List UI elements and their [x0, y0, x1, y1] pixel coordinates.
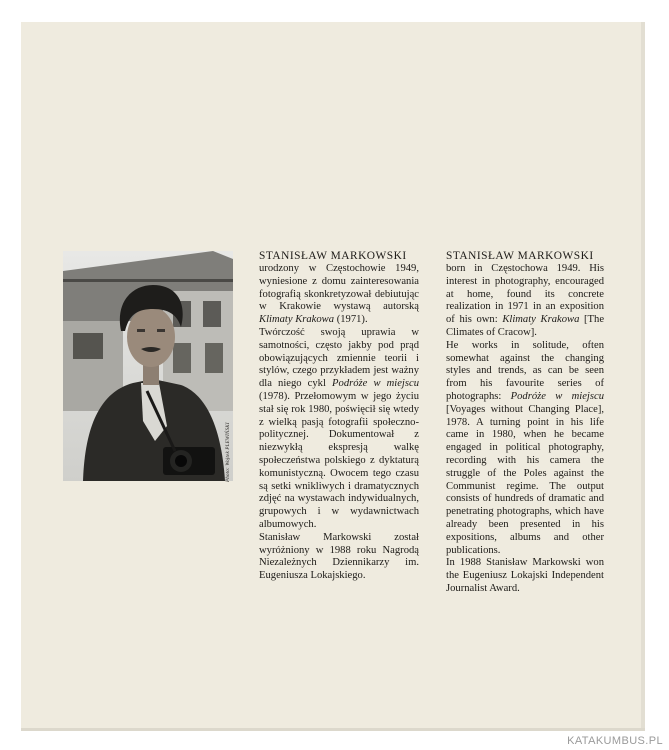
english-column [446, 249, 604, 596]
english-paragraph-3: In 1988 Stanisław Markowski won the Eugeniusz Lokajski Independent Journalist Award. [446, 557, 604, 594]
english-title-podroze: Podróże w miejscu [510, 390, 604, 402]
photo-credit: Photo: Wojtek PLEWIŃSKI [226, 422, 231, 482]
page-edge-right [641, 22, 645, 728]
polish-title-podroze: Podróże w miejscu [332, 378, 419, 390]
portrait-photo [63, 251, 233, 481]
watermark: KATAKUMBUS.PL [567, 735, 663, 747]
english-heading: STANISŁAW MARKOWSKI [446, 250, 594, 262]
page-edge-bottom [21, 728, 645, 731]
polish-paragraph-2: Twórczość swoją uprawia w samotności, często jakby pod prąd obowiązujących zmiennie teorii i stylów, czego przykładem jest ważny dla niego cykl Podróże w miejscu (1978). Przełomowym w jego życiu stał się rok 1980, poświęcił się wtedy z wielką pasją fotografii społeczno-politycznej. Dokumentował z niezwykłą ekspresją walkę społeczeństwa polskiego z dyktaturą komunistyczną. Owocem tego czasu są setki wnikliwych i dramatycznych zdjęć na wystawach indywidualnych, grupowych i w wydawnictwach albumowych. [259, 326, 419, 530]
english-paragraph-2: He works in solitude, often somewhat against the changing styles and trends, as can be seen from his favourite series of photographs: Podróże w miejscu [Voyages without Changing Place], 1978. A turning point in his life came in 1980, when he became engaged in political photography, recording with his camera the struggle of the Poles against the Communist regime. The output consists of hundreds of dramatic and penetrating photographs, which have already been presented in his expositions, albums and other publications. [446, 339, 604, 556]
polish-title-klimaty: Klimaty Krakowa [259, 314, 335, 326]
polish-column [259, 249, 419, 583]
english-paragraph-1: born in Częstochowa 1949. His interest in photography, encouraged at home, found its concrete realization in 1971 in an exposition of his own: Klimaty Krakowa [The Climates of Cracow]. [446, 263, 605, 338]
polish-paragraph-1: urodzony w Częstochowie 1949, wyniesione z domu zainteresowania fotografią skonkretyzował debiutując w Krakowie wystawą autorską Klimaty Krakowa (1971). [259, 263, 419, 326]
english-title-klimaty: Klimaty Krakowa [502, 314, 580, 326]
polish-heading: STANISŁAW MARKOWSKI [259, 250, 407, 262]
polish-paragraph-3: Stanisław Markowski został wyróżniony w 1988 roku Nagrodą Niezależnych Dziennikarzy im. Eugeniusza Lokajskiego. [259, 531, 419, 582]
